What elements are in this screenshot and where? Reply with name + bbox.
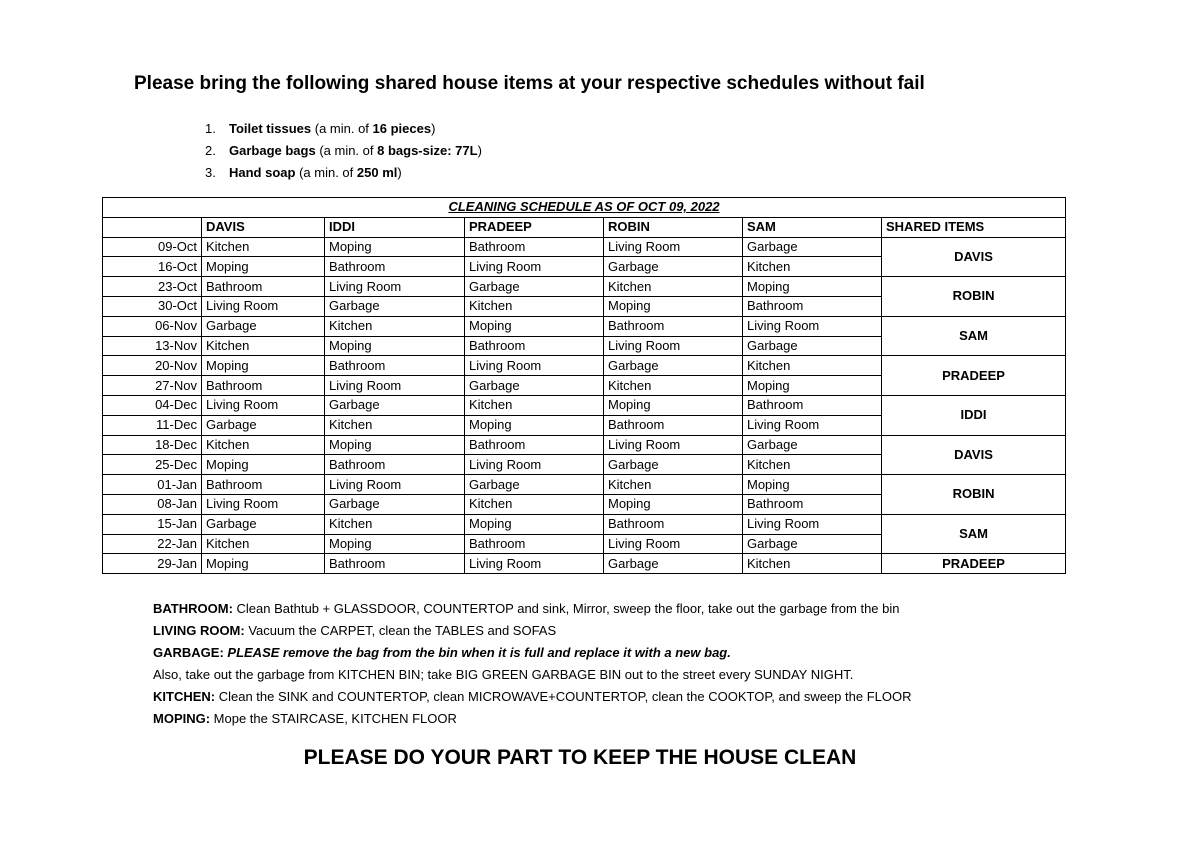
chore-cell: Living Room — [325, 277, 465, 297]
table-row — [103, 277, 1066, 297]
note-garbage — [153, 642, 912, 664]
note-label: BATHROOM: — [153, 601, 233, 616]
chore-cell: Living Room — [465, 356, 604, 376]
chore-cell: Moping — [325, 534, 465, 554]
table-row — [103, 395, 1066, 415]
chore-cell: Moping — [604, 296, 743, 316]
chore-cell: Kitchen — [202, 435, 325, 455]
chore-cell: Garbage — [743, 237, 882, 257]
table-row — [103, 316, 1066, 336]
header-cell: DAVIS — [202, 217, 325, 237]
chore-cell: Moping — [743, 277, 882, 297]
chore-cell: Bathroom — [325, 356, 465, 376]
item-detail-end: ) — [397, 165, 402, 180]
chore-cell: Garbage — [604, 356, 743, 376]
header-cell — [103, 217, 202, 237]
date-cell: 16-Oct — [103, 257, 202, 277]
chore-cell: Living Room — [465, 554, 604, 574]
item-name: Hand soap — [229, 165, 296, 180]
date-cell: 13-Nov — [103, 336, 202, 356]
note-text: Mope the STAIRCASE, KITCHEN FLOOR — [210, 711, 457, 726]
note-living-room — [153, 620, 912, 642]
chore-cell: Moping — [202, 554, 325, 574]
date-cell: 15-Jan — [103, 514, 202, 534]
chore-cell: Living Room — [604, 237, 743, 257]
header-cell: ROBIN — [604, 217, 743, 237]
chore-cell: Garbage — [465, 475, 604, 495]
items-list — [205, 118, 482, 184]
chore-cell: Living Room — [604, 336, 743, 356]
chore-cell: Kitchen — [604, 475, 743, 495]
chore-cell: Living Room — [743, 316, 882, 336]
item-quantity: 16 pieces — [372, 121, 432, 136]
chore-cell: Bathroom — [465, 534, 604, 554]
chore-cell: Bathroom — [743, 296, 882, 316]
chore-cell: Kitchen — [325, 514, 465, 534]
footer-message: PLEASE DO YOUR PART TO KEEP THE HOUSE CLEAN — [303, 746, 857, 769]
item-name: Garbage bags — [229, 143, 316, 158]
chore-cell: Living Room — [465, 455, 604, 475]
shared-items-cell: PRADEEP — [882, 554, 1066, 574]
header-cell: SHARED ITEMS — [882, 217, 1066, 237]
item-detail: (a min. of — [315, 143, 378, 158]
chore-cell: Kitchen — [604, 277, 743, 297]
date-cell: 11-Dec — [103, 415, 202, 435]
chore-cell: Garbage — [743, 534, 882, 554]
header-cell: IDDI — [325, 217, 465, 237]
date-cell: 25-Dec — [103, 455, 202, 475]
list-item — [205, 162, 482, 184]
chore-cell: Moping — [202, 455, 325, 475]
date-cell: 06-Nov — [103, 316, 202, 336]
chore-cell: Kitchen — [743, 455, 882, 475]
note-kitchen — [153, 686, 912, 708]
chore-cell: Kitchen — [202, 237, 325, 257]
note-text: Clean the SINK and COUNTERTOP, clean MICROWAVE+COUNTERTOP, clean the COOKTOP, and sweep the FLOOR — [215, 689, 912, 704]
date-cell: 09-Oct — [103, 237, 202, 257]
chore-cell: Moping — [325, 435, 465, 455]
item-detail: (a min. of — [311, 121, 373, 136]
table-row — [103, 554, 1066, 574]
chore-cell: Living Room — [202, 296, 325, 316]
note-garbage-extra: Also, take out the garbage from KITCHEN BIN; take BIG GREEN GARBAGE BIN out to the street every SUNDAY NIGHT. — [153, 667, 854, 682]
chore-cell: Bathroom — [743, 395, 882, 415]
chore-cell: Bathroom — [202, 277, 325, 297]
cleaning-schedule-table — [102, 197, 1066, 574]
note-label: MOPING: — [153, 711, 211, 726]
page-heading: Please bring the following shared house items at your respective schedules without fail — [134, 73, 925, 94]
chore-cell: Bathroom — [604, 514, 743, 534]
shared-items-cell: ROBIN — [882, 475, 1066, 515]
cleaning-notes — [153, 598, 912, 730]
chore-cell: Bathroom — [325, 257, 465, 277]
note-label: KITCHEN: — [153, 689, 216, 704]
item-detail-end: ) — [477, 143, 482, 158]
chore-cell: Moping — [604, 494, 743, 514]
item-number: 2. — [205, 143, 216, 158]
chore-cell: Garbage — [465, 376, 604, 396]
chore-cell: Moping — [465, 514, 604, 534]
date-cell: 29-Jan — [103, 554, 202, 574]
chore-cell: Bathroom — [465, 336, 604, 356]
item-quantity: 250 ml — [356, 165, 398, 180]
chore-cell: Moping — [465, 316, 604, 336]
chore-cell: Kitchen — [743, 356, 882, 376]
chore-cell: Bathroom — [604, 415, 743, 435]
chore-cell: Garbage — [465, 277, 604, 297]
table-row — [103, 435, 1066, 455]
chore-cell: Bathroom — [325, 455, 465, 475]
chore-cell: Kitchen — [202, 336, 325, 356]
table-row — [103, 237, 1066, 257]
chore-cell: Moping — [465, 415, 604, 435]
chore-cell: Garbage — [325, 296, 465, 316]
item-number: 3. — [205, 165, 216, 180]
chore-cell: Kitchen — [325, 316, 465, 336]
chore-cell: Kitchen — [604, 376, 743, 396]
item-detail-end: ) — [431, 121, 436, 136]
shared-items-cell: IDDI — [882, 395, 1066, 435]
chore-cell: Garbage — [743, 435, 882, 455]
header-cell: SAM — [743, 217, 882, 237]
chore-cell: Kitchen — [202, 534, 325, 554]
chore-cell: Garbage — [743, 336, 882, 356]
chore-cell: Moping — [743, 475, 882, 495]
date-cell: 01-Jan — [103, 475, 202, 495]
chore-cell: Living Room — [202, 395, 325, 415]
note-moping — [153, 708, 912, 730]
date-cell: 20-Nov — [103, 356, 202, 376]
chore-cell: Moping — [743, 376, 882, 396]
shared-items-cell: PRADEEP — [882, 356, 1066, 396]
chore-cell: Living Room — [743, 415, 882, 435]
shared-items-cell: DAVIS — [882, 435, 1066, 475]
chore-cell: Kitchen — [743, 257, 882, 277]
chore-cell: Living Room — [604, 435, 743, 455]
date-cell: 18-Dec — [103, 435, 202, 455]
note-label: LIVING ROOM: — [153, 623, 245, 638]
date-cell: 27-Nov — [103, 376, 202, 396]
chore-cell: Bathroom — [202, 376, 325, 396]
chore-cell: Garbage — [202, 514, 325, 534]
chore-cell: Living Room — [325, 376, 465, 396]
note-label: GARBAGE: — [153, 645, 224, 660]
chore-cell: Garbage — [202, 316, 325, 336]
item-detail: (a min. of — [295, 165, 357, 180]
date-cell: 22-Jan — [103, 534, 202, 554]
chore-cell: Kitchen — [743, 554, 882, 574]
note-text: Clean Bathtub + GLASSDOOR, COUNTERTOP and sink, Mirror, sweep the floor, take out the garbage from the bin — [232, 601, 900, 616]
shared-items-cell: DAVIS — [882, 237, 1066, 277]
item-name: Toilet tissues — [229, 121, 312, 136]
shared-items-cell: ROBIN — [882, 277, 1066, 317]
date-cell: 23-Oct — [103, 277, 202, 297]
list-item — [205, 140, 482, 162]
chore-cell: Bathroom — [465, 435, 604, 455]
chore-cell: Kitchen — [465, 395, 604, 415]
note-bathroom — [153, 598, 912, 620]
chore-cell: Bathroom — [604, 316, 743, 336]
chore-cell: Kitchen — [325, 415, 465, 435]
chore-cell: Living Room — [743, 514, 882, 534]
chore-cell: Bathroom — [325, 554, 465, 574]
chore-cell: Garbage — [604, 554, 743, 574]
chore-cell: Garbage — [604, 455, 743, 475]
chore-cell: Garbage — [604, 257, 743, 277]
chore-cell: Moping — [604, 395, 743, 415]
header-cell: PRADEEP — [465, 217, 604, 237]
note-text: PLEASE remove the bag from the bin when it is full and replace it with a new bag. — [223, 645, 731, 660]
chore-cell: Kitchen — [465, 494, 604, 514]
chore-cell: Living Room — [604, 534, 743, 554]
chore-cell: Kitchen — [465, 296, 604, 316]
item-number: 1. — [205, 121, 216, 136]
chore-cell: Bathroom — [465, 237, 604, 257]
chore-cell: Living Room — [465, 257, 604, 277]
date-cell: 08-Jan — [103, 494, 202, 514]
chore-cell: Moping — [202, 257, 325, 277]
item-quantity: 8 bags-size: 77L — [377, 143, 478, 158]
chore-cell: Bathroom — [743, 494, 882, 514]
chore-cell: Living Room — [325, 475, 465, 495]
schedule-caption: CLEANING SCHEDULE AS OF OCT 09, 2022 — [103, 198, 1066, 218]
table-row — [103, 514, 1066, 534]
chore-cell: Moping — [325, 237, 465, 257]
chore-cell: Garbage — [325, 494, 465, 514]
shared-items-cell: SAM — [882, 316, 1066, 356]
date-cell: 04-Dec — [103, 395, 202, 415]
shared-items-cell: SAM — [882, 514, 1066, 554]
chore-cell: Moping — [325, 336, 465, 356]
header-row — [103, 217, 1066, 237]
table-row — [103, 475, 1066, 495]
table-row — [103, 356, 1066, 376]
chore-cell: Moping — [202, 356, 325, 376]
chore-cell: Bathroom — [202, 475, 325, 495]
date-cell: 30-Oct — [103, 296, 202, 316]
note-text: Vacuum the CARPET, clean the TABLES and SOFAS — [244, 623, 557, 638]
list-item — [205, 118, 482, 140]
chore-cell: Garbage — [325, 395, 465, 415]
chore-cell: Garbage — [202, 415, 325, 435]
chore-cell: Living Room — [202, 494, 325, 514]
